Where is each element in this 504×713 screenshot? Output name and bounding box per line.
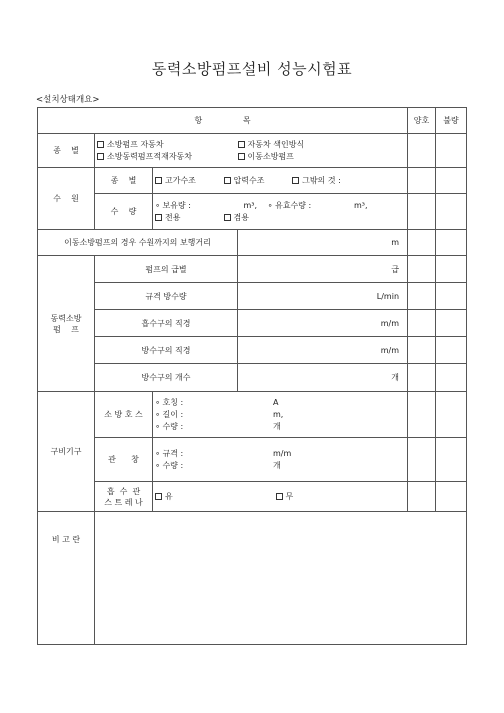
- item-header: 항 목: [38, 108, 408, 134]
- nozzle-spec-label: ∘ 규격 :: [155, 448, 184, 458]
- option-shared[interactable]: 겸용: [224, 212, 249, 224]
- remarks-row: [38, 512, 467, 645]
- water-kind-row: [38, 168, 467, 194]
- pump-bad-cell[interactable]: [436, 310, 467, 337]
- water-kind-bad-cell[interactable]: [436, 168, 467, 194]
- nozzle-fields: [153, 438, 408, 482]
- pump-bad-cell[interactable]: [436, 364, 467, 392]
- checkbox[interactable]: [238, 141, 245, 148]
- hose-bad-cell[interactable]: [436, 392, 467, 438]
- strainer-good-cell[interactable]: [408, 482, 436, 512]
- pump-bad-cell[interactable]: [436, 337, 467, 364]
- strainer-label: 흡 수 관 스 트 레 나: [95, 482, 153, 512]
- hose-row: [38, 392, 467, 438]
- pump-row-unit: L/min: [238, 283, 408, 310]
- water-kind-options: [153, 168, 408, 194]
- equipment-label: 구비기구: [38, 392, 95, 512]
- type-bad-cell[interactable]: [436, 134, 467, 168]
- pump-row-label: 펌프의 급별: [95, 256, 238, 283]
- header-row: [38, 108, 467, 134]
- kind-option-pressure-tank[interactable]: 압력수조: [224, 175, 290, 186]
- pump-row: [38, 256, 467, 283]
- pump-good-cell[interactable]: [408, 364, 436, 392]
- section-subtitle: <설치상태개요>: [36, 95, 100, 105]
- effective-label: ∘ 유효수량 :: [267, 200, 312, 210]
- pump-row-label: 방수구의 개수: [95, 364, 238, 392]
- nozzle-good-cell[interactable]: [408, 438, 436, 482]
- nozzle-qty-label: ∘ 수량 :: [155, 460, 184, 470]
- type-option-vehicle-traction[interactable]: 자동차 색인방식: [238, 139, 305, 151]
- hose-length-unit: m,: [273, 409, 284, 419]
- water-amount-bad-cell[interactable]: [436, 194, 467, 230]
- type-label: 종 별: [38, 134, 95, 168]
- remarks-field[interactable]: [95, 512, 467, 645]
- type-row: [38, 134, 467, 168]
- remarks-label: 비 고 란: [38, 512, 95, 645]
- inspection-table: [37, 107, 467, 645]
- pump-row: [38, 310, 467, 337]
- pump-label: 동력소방 펌 프: [38, 256, 95, 392]
- strainer-yes[interactable]: 유: [155, 491, 273, 502]
- walk-good-cell[interactable]: [408, 230, 436, 256]
- hose-fields: [153, 392, 408, 438]
- nozzle-row: [38, 438, 467, 482]
- strainer-bad-cell[interactable]: [436, 482, 467, 512]
- water-source-label: 수 원: [38, 168, 95, 230]
- pump-good-cell[interactable]: [408, 283, 436, 310]
- pump-row: [38, 337, 467, 364]
- hose-good-cell[interactable]: [408, 392, 436, 438]
- nozzle-qty-unit: 개: [273, 460, 281, 470]
- walk-distance-label: 이동소방펌프의 경우 수원까지의 보행거리: [38, 230, 238, 256]
- hose-length-label: ∘ 길이 :: [155, 409, 184, 419]
- type-option-portable-pump[interactable]: 이동소방펌프: [238, 151, 294, 163]
- checkbox[interactable]: [292, 177, 299, 184]
- checkbox[interactable]: [276, 493, 283, 500]
- bad-header: 불량: [436, 108, 467, 134]
- strainer-no[interactable]: 무: [276, 491, 294, 502]
- pump-row: [38, 283, 467, 310]
- good-header: 양호: [408, 108, 436, 134]
- water-kind-label: 종 별: [95, 168, 153, 194]
- water-amount-row: [38, 194, 467, 230]
- pump-row-unit: 개: [238, 364, 408, 392]
- strainer-row: [38, 482, 467, 512]
- walk-distance-unit: m: [238, 230, 408, 256]
- pump-good-cell[interactable]: [408, 337, 436, 364]
- pump-good-cell[interactable]: [408, 310, 436, 337]
- nozzle-spec-unit: m/m: [273, 448, 292, 458]
- effective-unit: m³,: [354, 200, 368, 210]
- walk-bad-cell[interactable]: [436, 230, 467, 256]
- hose-qty-label: ∘ 수량 :: [155, 421, 184, 431]
- storage-label: ∘ 보유량 :: [155, 200, 191, 210]
- kind-option-other[interactable]: 그밖의 것 :: [292, 175, 341, 186]
- water-amount-good-cell[interactable]: [408, 194, 436, 230]
- pump-good-cell[interactable]: [408, 256, 436, 283]
- pump-row-label: 규격 방수량: [95, 283, 238, 310]
- kind-option-elevated-tank[interactable]: 고가수조: [155, 175, 221, 186]
- type-good-cell[interactable]: [408, 134, 436, 168]
- storage-unit: m³,: [243, 200, 257, 210]
- pump-row-unit: m/m: [238, 337, 408, 364]
- page-title: 동력소방펌프설비 성능시험표: [151, 60, 353, 78]
- checkbox[interactable]: [224, 177, 231, 184]
- checkbox[interactable]: [224, 214, 231, 221]
- nozzle-bad-cell[interactable]: [436, 438, 467, 482]
- pump-row-label: 방수구의 직경: [95, 337, 238, 364]
- type-option-fire-pump-vehicle[interactable]: 소방펌프 자동차: [97, 139, 235, 151]
- option-dedicated[interactable]: 전용: [155, 212, 221, 224]
- hose-qty-unit: 개: [273, 421, 281, 431]
- type-options: [95, 134, 408, 168]
- type-option-pump-loaded-vehicle[interactable]: 소방동력펌프적재자동차: [97, 151, 235, 163]
- nozzle-label: 관 창: [95, 438, 153, 482]
- water-kind-good-cell[interactable]: [408, 168, 436, 194]
- hose-size-unit: A: [273, 397, 279, 407]
- pump-row-unit: 급: [238, 256, 408, 283]
- water-amount-fields: [153, 194, 408, 230]
- pump-bad-cell[interactable]: [436, 283, 467, 310]
- pump-row-label: 흡수구의 직경: [95, 310, 238, 337]
- checkbox[interactable]: [238, 153, 245, 160]
- strainer-options: [153, 482, 408, 512]
- hose-size-label: ∘ 호칭 :: [155, 397, 184, 407]
- checkbox[interactable]: [155, 493, 162, 500]
- pump-row: [38, 364, 467, 392]
- checkbox[interactable]: [97, 153, 104, 160]
- water-amount-label: 수 량: [95, 194, 153, 230]
- checkbox[interactable]: [97, 141, 104, 148]
- hose-label: 소 방 호 스: [95, 392, 153, 438]
- pump-row-unit: m/m: [238, 310, 408, 337]
- checkbox[interactable]: [155, 214, 162, 221]
- checkbox[interactable]: [155, 177, 162, 184]
- walk-distance-row: [38, 230, 467, 256]
- pump-bad-cell[interactable]: [436, 256, 467, 283]
